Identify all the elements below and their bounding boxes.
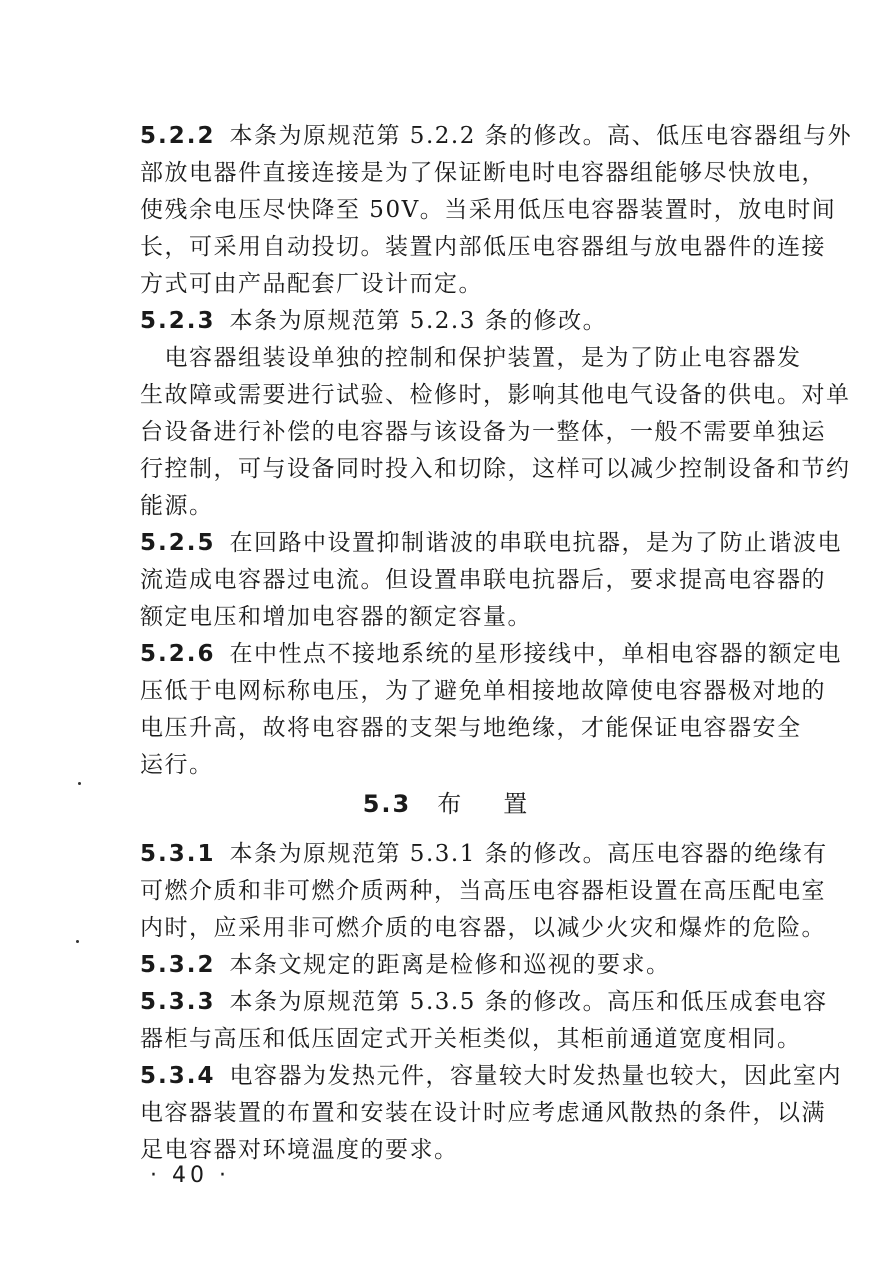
line-text: 运行。 <box>140 752 214 778</box>
clause-number: 5.2.5 <box>140 530 216 556</box>
line-text: 电容器为发热元件，容量较大时发热量也较大，因此室内 <box>229 1063 842 1089</box>
line-text: 台设备进行补偿的电容器与该设备为一整体，一般不需要单独运 <box>140 419 826 445</box>
text-line <box>140 1021 800 1058</box>
text-block-5-3 <box>140 836 842 1169</box>
text-line <box>140 118 853 155</box>
clause-number: 5.2.6 <box>140 641 216 667</box>
paragraph <box>140 984 828 1058</box>
section-number: 5.3 <box>362 790 412 818</box>
line-text: 可燃介质和非可燃介质两种，当高压电容器柜设置在高压配电室 <box>140 878 826 904</box>
line-text: 能源。 <box>140 493 214 519</box>
line-text: 生故障或需要进行试验、检修时，影响其他电气设备的供电。对单 <box>140 382 851 408</box>
line-text: 器柜与高压和低压固定式开关柜类似，其柜前通道宽度相同。 <box>140 1026 802 1052</box>
text-line <box>140 562 826 599</box>
line-text: 本条为原规范第 5.2.3 条的修改。 <box>229 308 608 334</box>
text-block-5-2 <box>140 118 853 784</box>
paragraph <box>140 636 842 784</box>
text-line <box>140 266 800 303</box>
line-text: 在中性点不接地系统的星形接线中，单相电容器的额定电 <box>229 641 842 667</box>
text-line <box>140 488 800 525</box>
scan-speck <box>76 940 79 943</box>
line-text: 内时，应采用非可燃介质的电容器，以减少火灾和爆炸的危险。 <box>140 915 826 941</box>
line-text: 本条文规定的距离是检修和巡视的要求。 <box>229 952 671 978</box>
line-text: 流造成电容器过电流。但设置串联电抗器后，要求提高电容器的 <box>140 567 826 593</box>
text-line <box>140 984 828 1021</box>
line-text: 本条为原规范第 5.2.2 条的修改。高、低压电容器组与外 <box>229 123 853 149</box>
paragraph <box>140 303 851 525</box>
line-text: 电压升高，故将电容器的支架与地绝缘，才能保证电容器安全 <box>140 715 802 741</box>
text-line <box>140 836 828 873</box>
text-line <box>140 1058 842 1095</box>
clause-number: 5.3.1 <box>140 841 216 867</box>
line-text: 足电容器对环境温度的要求。 <box>140 1137 459 1163</box>
paragraph <box>140 947 800 984</box>
text-line <box>140 747 800 784</box>
section-heading-5-3 <box>0 784 892 819</box>
section-title-char-2: 置 <box>503 790 530 818</box>
text-line <box>140 710 800 747</box>
line-text: 方式可由产品配套厂设计而定。 <box>140 271 483 297</box>
section-title-char-1: 布 <box>437 790 464 818</box>
line-text: 使残余电压尽快降至 50V。当采用低压电容器装置时，放电时间 <box>140 197 837 223</box>
text-line <box>140 1095 826 1132</box>
page-number: · 40 · <box>150 1163 230 1188</box>
text-line <box>140 155 826 192</box>
text-line <box>140 636 842 673</box>
line-text: 额定电压和增加电容器的额定容量。 <box>140 604 532 630</box>
text-line <box>140 599 800 636</box>
text-line <box>140 414 826 451</box>
clause-number: 5.2.3 <box>140 308 216 334</box>
paragraph <box>140 525 842 636</box>
text-line <box>140 910 826 947</box>
line-text: 压低于电网标称电压，为了避免单相接地故障使电容器极对地的 <box>140 678 826 704</box>
text-line <box>140 673 826 710</box>
text-line <box>140 192 837 229</box>
clause-number: 5.3.4 <box>140 1063 216 1089</box>
paragraph <box>140 118 853 303</box>
text-line <box>140 377 851 414</box>
clause-number: 5.3.3 <box>140 989 216 1015</box>
line-text: 长，可采用自动投切。装置内部低压电容器组与放电器件的连接 <box>140 234 826 260</box>
line-text: 电容器装置的布置和安装在设计时应考虑通风散热的条件，以满 <box>140 1100 826 1126</box>
text-line <box>140 947 800 984</box>
text-line <box>140 340 800 377</box>
text-line <box>140 1132 800 1169</box>
paragraph <box>140 1058 842 1169</box>
clause-number: 5.3.2 <box>140 952 216 978</box>
text-line <box>140 229 826 266</box>
line-text: 行控制，可与设备同时投入和切除，这样可以减少控制设备和节约 <box>140 456 851 482</box>
text-line <box>140 303 800 340</box>
text-line <box>140 525 842 562</box>
line-text: 本条为原规范第 5.3.5 条的修改。高压和低压成套电容 <box>229 989 828 1015</box>
text-line <box>140 873 826 910</box>
scan-speck <box>78 782 81 785</box>
paragraph <box>140 836 828 947</box>
clause-number: 5.2.2 <box>140 123 216 149</box>
text-line <box>140 451 851 488</box>
line-text: 部放电器件直接连接是为了保证断电时电容器组能够尽快放电， <box>140 160 826 186</box>
line-text: 本条为原规范第 5.3.1 条的修改。高压电容器的绝缘有 <box>229 841 828 867</box>
line-text: 在回路中设置抑制谐波的串联电抗器，是为了防止谐波电 <box>229 530 842 556</box>
line-text: 电容器组装设单独的控制和保护装置，是为了防止电容器发 <box>140 345 802 371</box>
